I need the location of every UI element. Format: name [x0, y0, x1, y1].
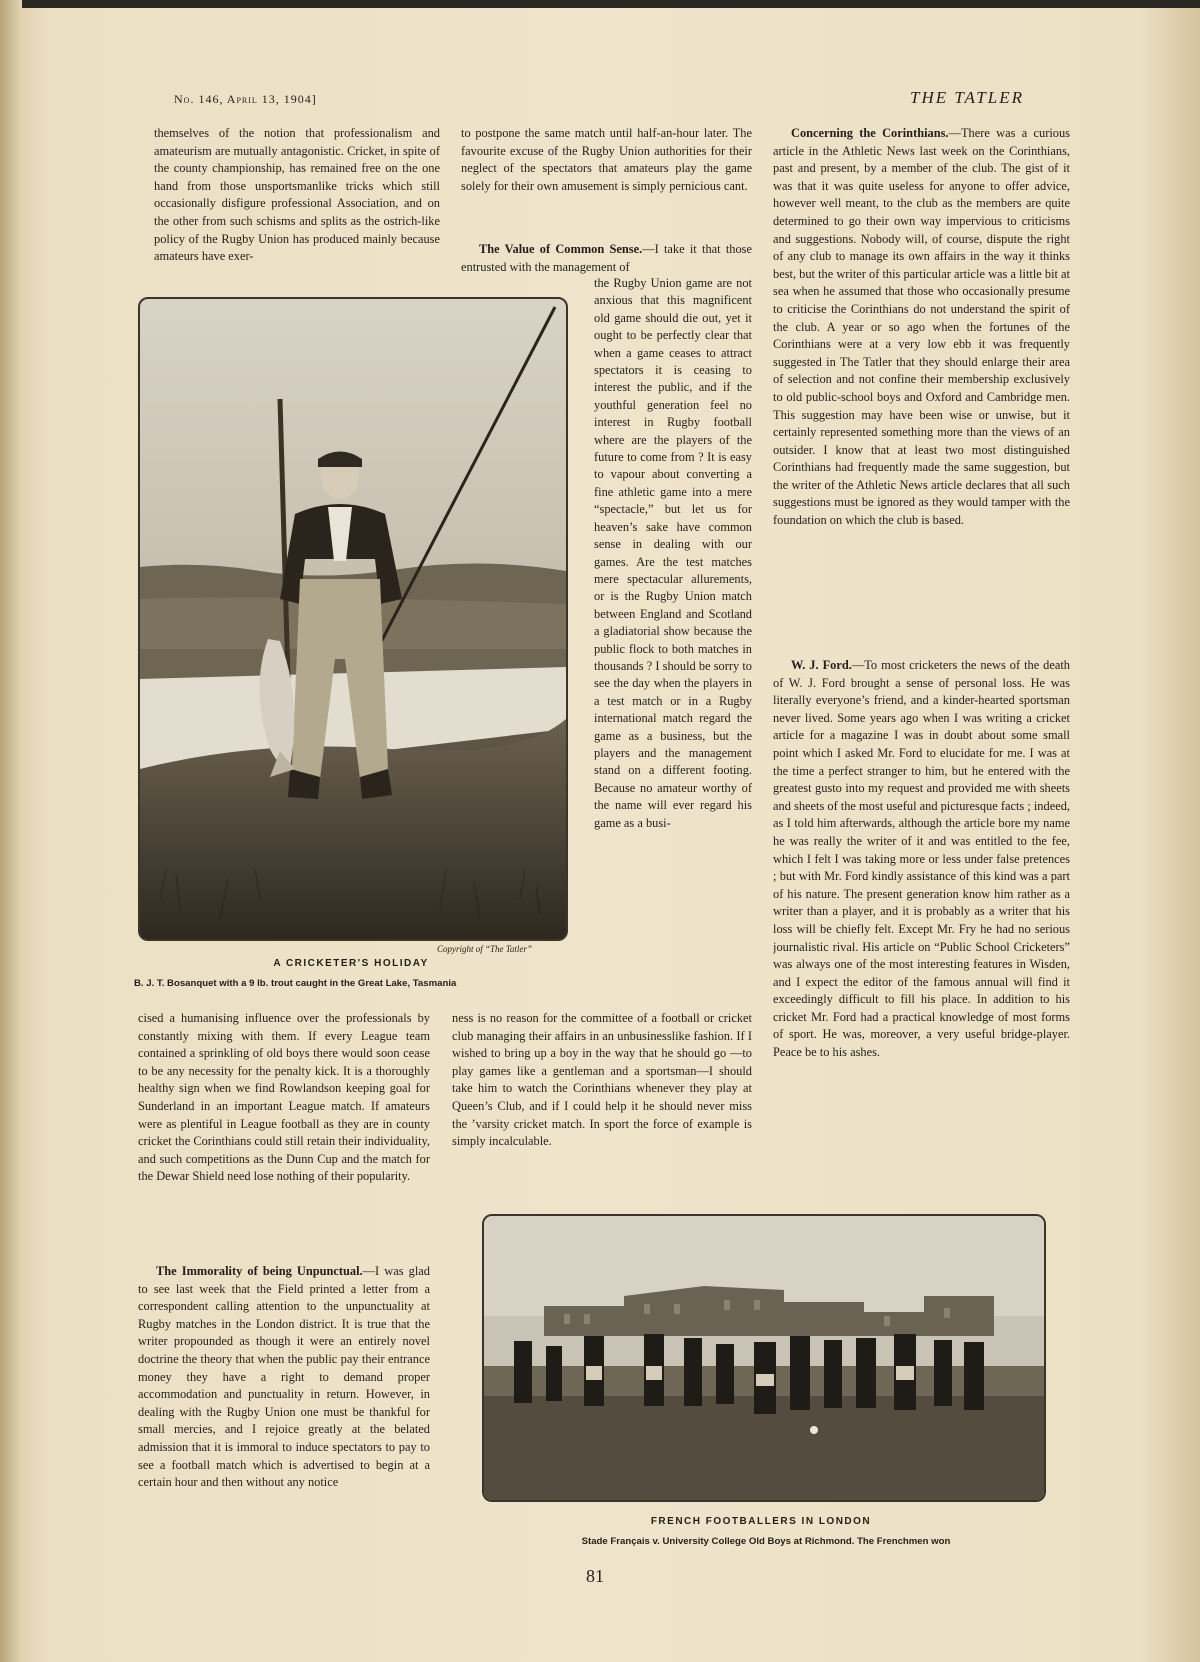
- paragraph: ness is no reason for the committee of a football or cricket club managing their affairs in an unbusinesslike fashion. If I wished to bring up a boy in the way that he should go —to play games like a gentleman and a sportsman—I should take him to watch the Corinthians whenever they play at Queen’s Club, and if I could help it he should never miss the ’varsity cricket match. In sport the force of example is simply incalculable.: [452, 1011, 752, 1149]
- issue-line: No. 146, April 13, 1904]: [174, 92, 317, 106]
- photo-cricketer-holiday: [138, 297, 568, 941]
- section-corinthians: [773, 125, 1070, 639]
- top-edge: [0, 0, 1200, 8]
- paragraph: —I take it that those entrusted with the management of: [461, 242, 752, 274]
- column-2-top: [461, 125, 752, 221]
- column-2-lower: [452, 1010, 752, 1190]
- page-left-edge: [0, 0, 22, 1662]
- column-1-top: [154, 125, 440, 277]
- section-heading: The Value of Common Sense.: [479, 242, 643, 256]
- photo-caption-subtitle: B. J. T. Bosanquet with a 9 lb. trout caught in the Great Lake, Tasmania: [134, 978, 457, 989]
- section-ford: [773, 657, 1070, 1190]
- paragraph: cised a humanising influence over the professionals by constantly mixing with them. If every League team contained a sprinkling of old boys there would soon cease to be any necessity for the penalty kick. It is a thoroughly healthy sign when we find Rowlandson keeping goal for Sunderland in an important League match. If amateurs were as plentiful in League football as they are in county cricket the Corinthians could still retain their individuality, and such competitions as the Dunn Cup and the match for the Dewar Shield need lose nothing of their popularity.: [138, 1011, 430, 1184]
- football-match-photo: [484, 1216, 1044, 1500]
- photo-french-footballers: [482, 1214, 1046, 1502]
- section-unpunctual: [138, 1263, 430, 1546]
- masthead: THE TATLER: [910, 88, 1024, 107]
- section-common-sense-start: [461, 241, 752, 277]
- paragraph: the Rugby Union game are not anxious that this magnificent old game should die out, yet it ought to be perfectly clear that when a game ceases to attract spectators it is ceasing to interest the public, and if the youthful generation feel no interest in Rugby football where are the players of the future to come from ? It is easy to vapour about converting a fine athletic game into a mere “spectacle,” but let us for heaven’s sake have common sense in dealing with our games. Are the test matches mere spectacular allurements, or is the Rugby Union match between England and Scotland a gladiatorial show because the public flock to both matches in thousands ? I should be sorry to see the day when the players in a test match or in a Rugby international match regard the game as a business, but the players and the management stand on a different footing. Because no amateur worthy of the name will ever regard his game as a busi-: [594, 276, 752, 830]
- photo-caption-title: FRENCH FOOTBALLERS IN LONDON: [650, 1516, 872, 1527]
- paragraph: to postpone the same match until half-an-hour later. The favourite excuse of the Rugby Union authorities for their neglect of the spectators that amateurs play the game solely for their own amusement is simply pernicious cant.: [461, 126, 752, 193]
- photo-caption-title: A CRICKETER'S HOLIDAY: [273, 958, 429, 969]
- paragraph: themselves of the notion that professionalism and amateurism are mutually antagonistic. Cricket, in spite of the county championship, has remained free on the one hand from those unsportsmanlike tricks which still occasionally disfigure professional Association, and on the other from such schisms and splits as the ostrich-like policy of the Rugby Union has produced mainly because amateurs have exer-: [154, 126, 440, 264]
- section-heading: The Immorality of being Unpunctual.: [156, 1264, 363, 1278]
- paragraph: —There was a curious article in the Athletic News last week on the Corinthians, past and present, by a member of the club. The gist of it was that it was quite useless for anyone to offer advice, however well meant, to the club as the members are quite determined to go their own way impervious to criticisms and suggestions. Nobody will, of course, dispute the right of any club to manage its own affairs in the way it thinks best, but the writer of this particular article was a little bit at sea when he assumed that those who occasionally presume to criticise the Corinthians do not understand the spirit of the club. A year or so ago when the fortunes of the Corinthians were at a very low ebb it was frequently suggested in The Tatler that they should enlarge their area of selection and not confine their membership exclusively to old public-school boys and Oxford and Cambridge men. This suggestion may have been wise or unwise, but it certainly represented something more than the views of an outsider. I know that at least two most distinguished Corinthians had frequently made the same suggestion, but the writer of the Athletic News article declares that all such suggestions must be ignored as they would tamper with the foundation on which the club is based.: [773, 126, 1070, 528]
- column-2-narrow: [594, 275, 752, 1009]
- page-number: 81: [586, 1566, 604, 1586]
- section-heading: W. J. Ford.: [791, 658, 852, 672]
- paragraph: —To most cricketers the news of the death of W. J. Ford brought a sense of personal loss. He was literally everyone’s friend, and a kinder-hearted sportsman never lived. Some years ago when I was writing a cricket article for a magazine I was in doubt about some small point which I asked Mr. Ford to elucidate for me. I was at the time a perfect stranger to him, but he entered with the greatest gusto into my request and provided me with sheets and sheets of the most useful and picturesque facts ; indeed, as I told him afterwards, although the article bore my name he was really the writer of it and was entitled to the fee, which I felt I was taking more or less under false pretences ; but with Mr. Ford kindly assistance of this kind was a part of his nature. The present generation know him rather as a writer than a player, and it is probably as a writer that his loss will be chiefly felt. Except Mr. Fry he had no serious journalistic rival. His article on “Public School Cricketers” was always one of the most interesting features in Wisden, and I expect the editor of the famous annual will find it exceedingly difficult to fill his place. In addition to his cricket Mr. Ford had a practical knowledge of most forms of sport. He was, moreover, a very useful bridge-player. Peace be to his ashes.: [773, 658, 1070, 1060]
- photo-caption-subtitle: Stade Français v. University College Old Boys at Richmond. The Frenchmen won: [581, 1536, 951, 1547]
- photo-copyright: Copyright of “The Tatler”: [437, 944, 532, 954]
- paragraph: —I was glad to see last week that the Field printed a letter from a correspondent calling attention to the unpunctuality at Rugby matches in the London district. It is true that the writer propounded as though it were an entirely novel doctrine the theory that when the public pay their entrance money they have a right to demand proper accommodation and punctuality in return. However, in dealing with the Rugby Union one must be thankful for small mercies, and I rejoice greatly at the belated admission that it is immoral to induce spectators to pay to see a football match which is advertised to begin at a certain hour and then without any notice: [138, 1264, 430, 1490]
- section-heading: Concerning the Corinthians.: [791, 126, 949, 140]
- column-1-lower: [138, 1010, 430, 1263]
- trout-fishing-photo: [140, 299, 566, 939]
